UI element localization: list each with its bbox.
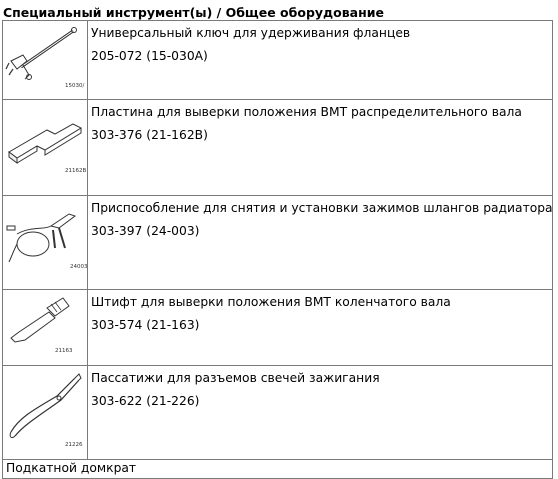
tool-image-label: 21162B [65, 168, 87, 174]
tool-code: 303-622 (21-226) [91, 394, 200, 408]
page-title: Специальный инструмент(ы) / Общее оборудование [3, 5, 384, 20]
tool-image-cell [3, 100, 88, 196]
tool-description-cell [88, 196, 553, 290]
tool-image-cell [3, 290, 88, 366]
flange-holding-wrench-icon [3, 21, 87, 95]
tool-description-cell [88, 100, 553, 196]
tool-name: Приспособление для снятия и установки зажимов шлангов радиатора [91, 201, 553, 215]
table-row [3, 460, 553, 479]
tool-image-label: 21226 [65, 442, 83, 448]
tool-name: Штифт для выверки положения ВМТ коленчатого вала [91, 295, 451, 309]
table-row [3, 366, 553, 460]
table-row [3, 100, 553, 196]
table-row [3, 21, 553, 100]
hose-clamp-pliers-icon [3, 196, 87, 285]
tool-image-label: 24003 [70, 264, 87, 270]
table-row [3, 290, 553, 366]
tool-code: 205-072 (15-030A) [91, 49, 208, 63]
table-row [3, 196, 553, 290]
footer-row-text: Подкатной домкрат [3, 460, 553, 479]
tool-code: 303-574 (21-163) [91, 318, 200, 332]
tool-description-cell [88, 21, 553, 100]
tool-description-cell [88, 366, 553, 460]
tool-description-cell [88, 290, 553, 366]
crankshaft-timing-pin-icon [3, 290, 87, 361]
tool-name: Пластина для выверки положения ВМТ распределительного вала [91, 105, 522, 119]
tool-image-cell [3, 21, 88, 100]
tool-name: Универсальный ключ для удерживания фланцев [91, 26, 411, 40]
tool-image-cell [3, 366, 88, 460]
spark-plug-connector-pliers-icon [3, 366, 87, 455]
tool-code: 303-397 (24-003) [91, 224, 200, 238]
camshaft-alignment-plate-icon [3, 100, 87, 191]
tool-code: 303-376 (21-162B) [91, 128, 208, 142]
special-tools-table [2, 20, 553, 479]
tool-name: Пассатижи для разъемов свечей зажигания [91, 371, 380, 385]
tool-image-label: 15030/ [65, 83, 85, 89]
tool-image-label: 21163 [55, 348, 73, 354]
tool-image-cell [3, 196, 88, 290]
